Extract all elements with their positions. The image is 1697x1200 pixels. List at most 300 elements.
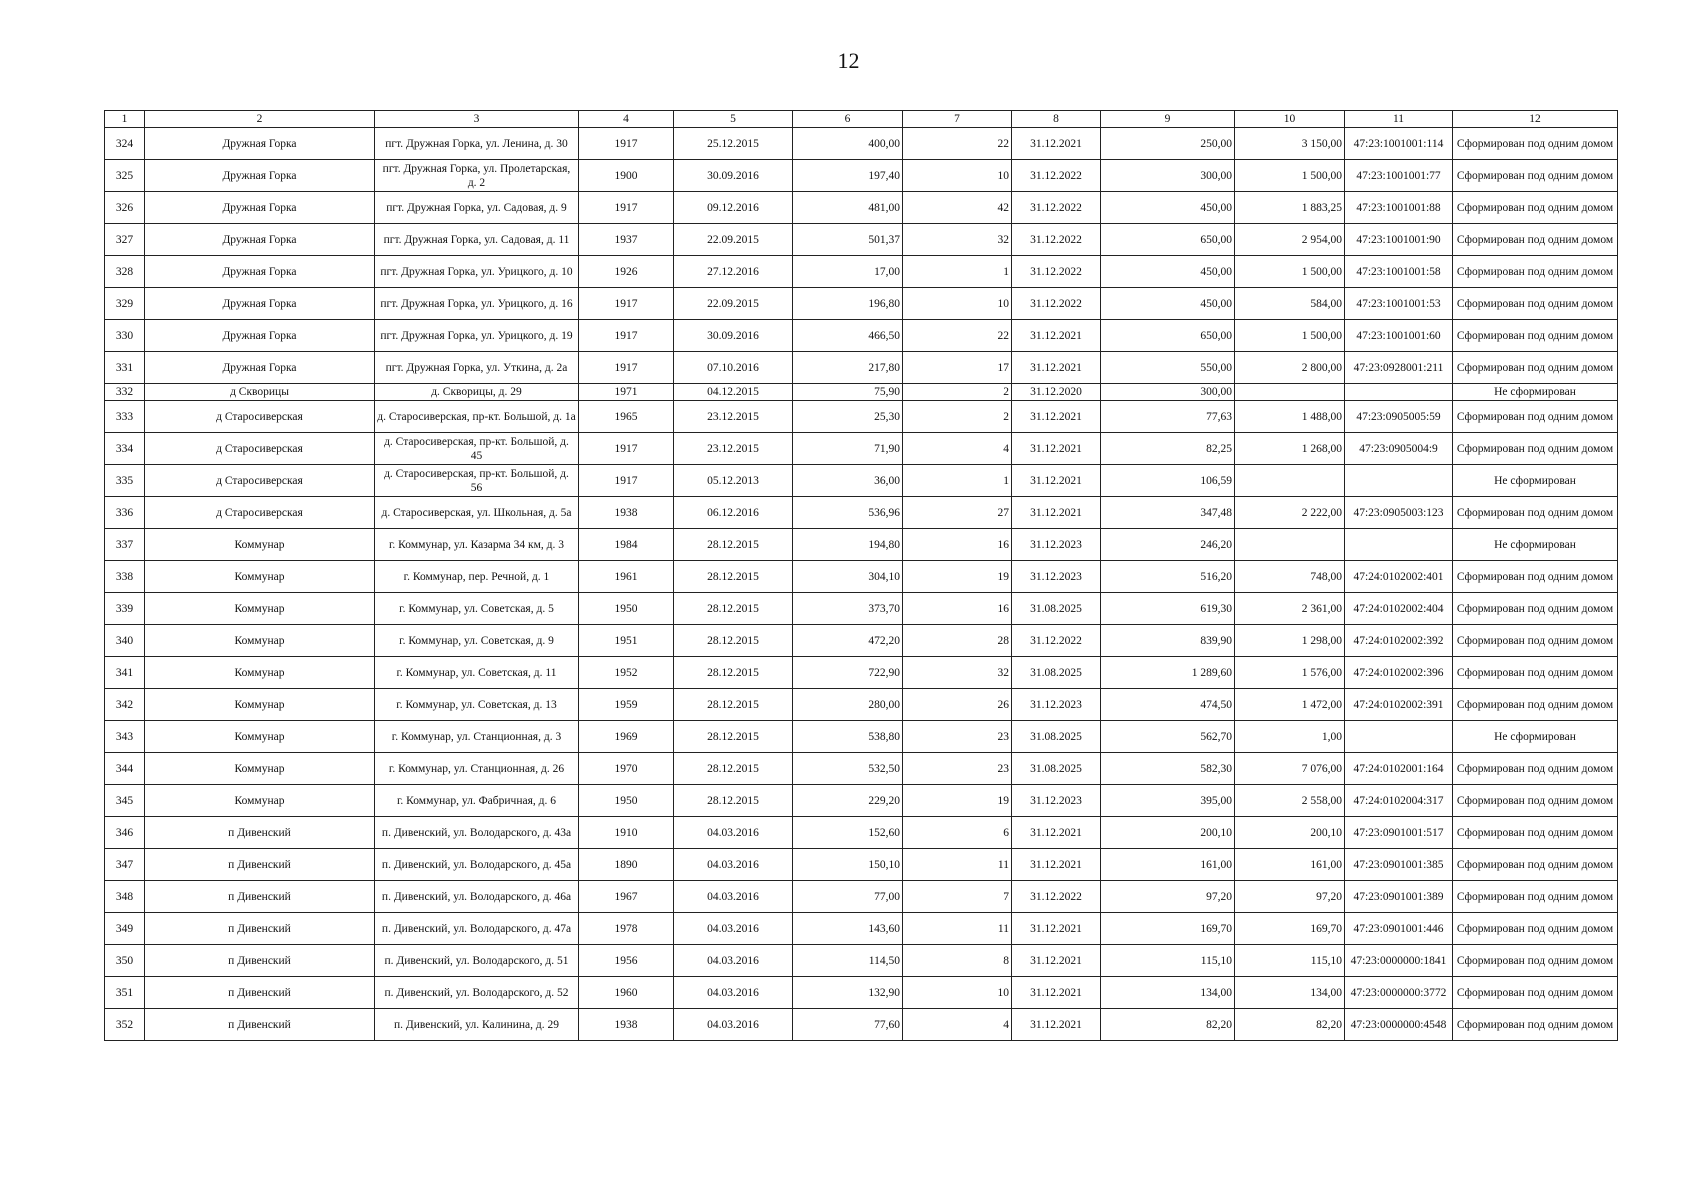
column-header-9: 9 — [1101, 111, 1235, 128]
cell-row-number: 351 — [105, 977, 145, 1009]
cell-value-10: 169,70 — [1235, 913, 1345, 945]
cell-deadline: 31.12.2020 — [1012, 384, 1101, 401]
cell-value-10 — [1235, 529, 1345, 561]
cell-address: д. Старосиверская, пр-кт. Большой, д. 1а — [375, 401, 579, 433]
cell-year-built: 1967 — [579, 881, 674, 913]
cell-deadline: 31.12.2021 — [1012, 817, 1101, 849]
cell-date: 04.03.2016 — [674, 817, 793, 849]
cell-deadline: 31.08.2025 — [1012, 657, 1101, 689]
cell-settlement: п Дивенский — [145, 945, 375, 977]
cell-value-10: 200,10 — [1235, 817, 1345, 849]
cell-value-10: 748,00 — [1235, 561, 1345, 593]
cell-value-9: 250,00 — [1101, 128, 1235, 160]
cell-year-built: 1956 — [579, 945, 674, 977]
cell-year-built: 1961 — [579, 561, 674, 593]
cell-residents: 22 — [903, 320, 1012, 352]
cell-address: пгт. Дружная Горка, ул. Ленина, д. 30 — [375, 128, 579, 160]
cell-settlement: Дружная Горка — [145, 192, 375, 224]
cell-cadastral-number: 47:23:0000000:1841 — [1345, 945, 1453, 977]
table-row — [105, 288, 1618, 320]
cell-value-9: 169,70 — [1101, 913, 1235, 945]
cell-address: д. Старосиверская, пр-кт. Большой, д. 45 — [375, 433, 579, 465]
cell-year-built: 1900 — [579, 160, 674, 192]
cell-status: Сформирован под одним домом — [1453, 561, 1618, 593]
cell-residents: 42 — [903, 192, 1012, 224]
cell-area: 217,80 — [793, 352, 903, 384]
cell-value-10: 1,00 — [1235, 721, 1345, 753]
cell-value-9: 300,00 — [1101, 160, 1235, 192]
cell-status: Не сформирован — [1453, 465, 1618, 497]
cell-value-10: 1 298,00 — [1235, 625, 1345, 657]
cell-deadline: 31.12.2022 — [1012, 160, 1101, 192]
cell-cadastral-number: 47:23:1001001:88 — [1345, 192, 1453, 224]
cell-area: 25,30 — [793, 401, 903, 433]
cell-year-built: 1959 — [579, 689, 674, 721]
cell-deadline: 31.12.2023 — [1012, 561, 1101, 593]
cell-residents: 19 — [903, 785, 1012, 817]
cell-settlement: Дружная Горка — [145, 320, 375, 352]
cell-address: г. Коммунар, ул. Советская, д. 13 — [375, 689, 579, 721]
cell-row-number: 328 — [105, 256, 145, 288]
cell-settlement: Коммунар — [145, 753, 375, 785]
cell-deadline: 31.12.2021 — [1012, 849, 1101, 881]
cell-area: 143,60 — [793, 913, 903, 945]
column-header-11: 11 — [1345, 111, 1453, 128]
cell-cadastral-number: 47:23:1001001:114 — [1345, 128, 1453, 160]
cell-value-9: 300,00 — [1101, 384, 1235, 401]
table-row — [105, 849, 1618, 881]
cell-area: 466,50 — [793, 320, 903, 352]
cell-value-9: 450,00 — [1101, 256, 1235, 288]
cell-deadline: 31.12.2021 — [1012, 977, 1101, 1009]
cell-settlement: Коммунар — [145, 625, 375, 657]
cell-residents: 23 — [903, 721, 1012, 753]
cell-deadline: 31.12.2023 — [1012, 689, 1101, 721]
cell-settlement: д Старосиверская — [145, 433, 375, 465]
cell-year-built: 1910 — [579, 817, 674, 849]
cell-date: 09.12.2016 — [674, 192, 793, 224]
cell-status: Сформирован под одним домом — [1453, 913, 1618, 945]
cell-year-built: 1917 — [579, 192, 674, 224]
cell-year-built: 1970 — [579, 753, 674, 785]
cell-settlement: д Старосиверская — [145, 497, 375, 529]
cell-deadline: 31.12.2023 — [1012, 529, 1101, 561]
cell-cadastral-number — [1345, 384, 1453, 401]
cell-address: пгт. Дружная Горка, ул. Пролетарская, д. 2 — [375, 160, 579, 192]
cell-status: Сформирован под одним домом — [1453, 689, 1618, 721]
cell-residents: 32 — [903, 657, 1012, 689]
cell-status: Сформирован под одним домом — [1453, 593, 1618, 625]
table-row — [105, 128, 1618, 160]
cell-address: п. Дивенский, ул. Калинина, д. 29 — [375, 1009, 579, 1041]
cell-settlement: Дружная Горка — [145, 352, 375, 384]
cell-row-number: 334 — [105, 433, 145, 465]
table-row — [105, 625, 1618, 657]
table-row — [105, 913, 1618, 945]
cell-year-built: 1938 — [579, 497, 674, 529]
cell-area: 400,00 — [793, 128, 903, 160]
cell-residents: 11 — [903, 913, 1012, 945]
cell-row-number: 350 — [105, 945, 145, 977]
cell-settlement: Дружная Горка — [145, 288, 375, 320]
cell-settlement: п Дивенский — [145, 881, 375, 913]
cell-address: пгт. Дружная Горка, ул. Урицкого, д. 10 — [375, 256, 579, 288]
cell-settlement: Коммунар — [145, 529, 375, 561]
column-header-4: 4 — [579, 111, 674, 128]
cell-year-built: 1917 — [579, 288, 674, 320]
cell-date: 28.12.2015 — [674, 529, 793, 561]
table-row — [105, 160, 1618, 192]
cell-value-10: 161,00 — [1235, 849, 1345, 881]
cell-value-9: 550,00 — [1101, 352, 1235, 384]
cell-area: 77,60 — [793, 1009, 903, 1041]
cell-area: 280,00 — [793, 689, 903, 721]
table-row — [105, 384, 1618, 401]
cell-value-9: 1 289,60 — [1101, 657, 1235, 689]
cell-cadastral-number: 47:23:1001001:90 — [1345, 224, 1453, 256]
cell-year-built: 1978 — [579, 913, 674, 945]
cell-row-number: 342 — [105, 689, 145, 721]
cell-area: 17,00 — [793, 256, 903, 288]
cell-settlement: п Дивенский — [145, 913, 375, 945]
cell-residents: 28 — [903, 625, 1012, 657]
cell-area: 481,00 — [793, 192, 903, 224]
cell-status: Сформирован под одним домом — [1453, 224, 1618, 256]
cell-row-number: 339 — [105, 593, 145, 625]
cell-deadline: 31.12.2021 — [1012, 401, 1101, 433]
cell-deadline: 31.12.2021 — [1012, 465, 1101, 497]
cell-year-built: 1965 — [579, 401, 674, 433]
cell-date: 07.10.2016 — [674, 352, 793, 384]
cell-date: 28.12.2015 — [674, 561, 793, 593]
cell-date: 04.03.2016 — [674, 1009, 793, 1041]
cell-row-number: 344 — [105, 753, 145, 785]
cell-residents: 11 — [903, 849, 1012, 881]
table-row — [105, 561, 1618, 593]
cell-residents: 19 — [903, 561, 1012, 593]
cell-residents: 4 — [903, 1009, 1012, 1041]
cell-value-9: 97,20 — [1101, 881, 1235, 913]
cell-row-number: 349 — [105, 913, 145, 945]
cell-row-number: 341 — [105, 657, 145, 689]
cell-residents: 1 — [903, 465, 1012, 497]
cell-cadastral-number: 47:23:0000000:4548 — [1345, 1009, 1453, 1041]
cell-deadline: 31.12.2021 — [1012, 913, 1101, 945]
cell-value-9: 82,20 — [1101, 1009, 1235, 1041]
cell-value-10: 115,10 — [1235, 945, 1345, 977]
cell-address: п. Дивенский, ул. Володарского, д. 47а — [375, 913, 579, 945]
cell-residents: 23 — [903, 753, 1012, 785]
cell-residents: 4 — [903, 433, 1012, 465]
cell-deadline: 31.12.2022 — [1012, 881, 1101, 913]
cell-date: 04.03.2016 — [674, 913, 793, 945]
cell-value-9: 582,30 — [1101, 753, 1235, 785]
column-header-7: 7 — [903, 111, 1012, 128]
cell-status: Сформирован под одним домом — [1453, 192, 1618, 224]
cell-deadline: 31.12.2021 — [1012, 433, 1101, 465]
table-row — [105, 1009, 1618, 1041]
cell-area: 194,80 — [793, 529, 903, 561]
cell-area: 501,37 — [793, 224, 903, 256]
cell-address: пгт. Дружная Горка, ул. Урицкого, д. 19 — [375, 320, 579, 352]
table-row — [105, 465, 1618, 497]
cell-cadastral-number — [1345, 529, 1453, 561]
cell-value-9: 134,00 — [1101, 977, 1235, 1009]
cell-residents: 2 — [903, 401, 1012, 433]
cell-address: пгт. Дружная Горка, ул. Урицкого, д. 16 — [375, 288, 579, 320]
cell-year-built: 1917 — [579, 352, 674, 384]
cell-area: 536,96 — [793, 497, 903, 529]
cell-value-9: 77,63 — [1101, 401, 1235, 433]
cell-status: Сформирован под одним домом — [1453, 785, 1618, 817]
table-row — [105, 881, 1618, 913]
cell-cadastral-number: 47:24:0102002:396 — [1345, 657, 1453, 689]
cell-value-10: 7 076,00 — [1235, 753, 1345, 785]
cell-deadline: 31.08.2025 — [1012, 593, 1101, 625]
cell-status: Сформирован под одним домом — [1453, 881, 1618, 913]
cell-value-10: 1 500,00 — [1235, 320, 1345, 352]
cell-row-number: 331 — [105, 352, 145, 384]
table-row — [105, 529, 1618, 561]
table-row — [105, 593, 1618, 625]
cell-value-10: 97,20 — [1235, 881, 1345, 913]
cell-area: 538,80 — [793, 721, 903, 753]
cell-row-number: 335 — [105, 465, 145, 497]
cell-address: пгт. Дружная Горка, ул. Садовая, д. 11 — [375, 224, 579, 256]
cell-year-built: 1938 — [579, 1009, 674, 1041]
cell-area: 132,90 — [793, 977, 903, 1009]
cell-settlement: Коммунар — [145, 657, 375, 689]
cell-row-number: 325 — [105, 160, 145, 192]
cell-deadline: 31.12.2022 — [1012, 192, 1101, 224]
cell-area: 77,00 — [793, 881, 903, 913]
page-number: 12 — [837, 48, 860, 73]
cell-residents: 27 — [903, 497, 1012, 529]
cell-date: 28.12.2015 — [674, 657, 793, 689]
cell-residents: 6 — [903, 817, 1012, 849]
cell-value-10: 1 488,00 — [1235, 401, 1345, 433]
table-row — [105, 320, 1618, 352]
cell-year-built: 1890 — [579, 849, 674, 881]
cell-date: 30.09.2016 — [674, 160, 793, 192]
table-row — [105, 256, 1618, 288]
table-row — [105, 721, 1618, 753]
table-row — [105, 352, 1618, 384]
cell-status: Сформирован под одним домом — [1453, 753, 1618, 785]
cell-value-10 — [1235, 384, 1345, 401]
cell-deadline: 31.12.2021 — [1012, 497, 1101, 529]
cell-settlement: п Дивенский — [145, 817, 375, 849]
cell-value-9: 450,00 — [1101, 192, 1235, 224]
cell-settlement: Дружная Горка — [145, 256, 375, 288]
cell-deadline: 31.12.2021 — [1012, 945, 1101, 977]
cell-settlement: Дружная Горка — [145, 224, 375, 256]
cell-value-9: 347,48 — [1101, 497, 1235, 529]
table-row — [105, 192, 1618, 224]
cell-value-9: 450,00 — [1101, 288, 1235, 320]
cell-residents: 22 — [903, 128, 1012, 160]
cell-address: г. Коммунар, ул. Станционная, д. 3 — [375, 721, 579, 753]
cell-cadastral-number: 47:23:0905005:59 — [1345, 401, 1453, 433]
cell-area: 36,00 — [793, 465, 903, 497]
cell-address: г. Коммунар, ул. Казарма 34 км, д. 3 — [375, 529, 579, 561]
cell-status: Сформирован под одним домом — [1453, 849, 1618, 881]
cell-row-number: 340 — [105, 625, 145, 657]
cell-row-number: 324 — [105, 128, 145, 160]
column-number-row — [105, 111, 1618, 128]
cell-date: 22.09.2015 — [674, 288, 793, 320]
table-row — [105, 945, 1618, 977]
cell-cadastral-number: 47:24:0102002:401 — [1345, 561, 1453, 593]
table-body — [105, 128, 1618, 1041]
cell-status: Сформирован под одним домом — [1453, 945, 1618, 977]
cell-cadastral-number: 47:23:0901001:517 — [1345, 817, 1453, 849]
cell-status: Сформирован под одним домом — [1453, 497, 1618, 529]
cell-address: г. Коммунар, ул. Советская, д. 11 — [375, 657, 579, 689]
cell-residents: 10 — [903, 288, 1012, 320]
cell-date: 28.12.2015 — [674, 753, 793, 785]
cell-cadastral-number — [1345, 721, 1453, 753]
cell-year-built: 1937 — [579, 224, 674, 256]
cell-address: г. Коммунар, ул. Советская, д. 5 — [375, 593, 579, 625]
cell-value-10: 82,20 — [1235, 1009, 1345, 1041]
cell-area: 197,40 — [793, 160, 903, 192]
cell-deadline: 31.12.2022 — [1012, 224, 1101, 256]
cell-cadastral-number: 47:23:0901001:385 — [1345, 849, 1453, 881]
cell-address: г. Коммунар, ул. Советская, д. 9 — [375, 625, 579, 657]
cell-value-9: 650,00 — [1101, 224, 1235, 256]
cell-year-built: 1917 — [579, 320, 674, 352]
cell-status: Сформирован под одним домом — [1453, 352, 1618, 384]
cell-area: 532,50 — [793, 753, 903, 785]
cell-area: 472,20 — [793, 625, 903, 657]
cell-cadastral-number: 47:24:0102001:164 — [1345, 753, 1453, 785]
cell-cadastral-number: 47:23:1001001:60 — [1345, 320, 1453, 352]
cell-row-number: 338 — [105, 561, 145, 593]
cell-area: 150,10 — [793, 849, 903, 881]
cell-residents: 10 — [903, 977, 1012, 1009]
cell-cadastral-number: 47:23:0905003:123 — [1345, 497, 1453, 529]
table-row — [105, 785, 1618, 817]
table-row — [105, 689, 1618, 721]
cell-status: Не сформирован — [1453, 529, 1618, 561]
cell-date: 30.09.2016 — [674, 320, 793, 352]
cell-date: 28.12.2015 — [674, 689, 793, 721]
cell-status: Сформирован под одним домом — [1453, 256, 1618, 288]
cell-residents: 7 — [903, 881, 1012, 913]
cell-deadline: 31.12.2022 — [1012, 256, 1101, 288]
cell-row-number: 336 — [105, 497, 145, 529]
cell-deadline: 31.08.2025 — [1012, 721, 1101, 753]
cell-row-number: 327 — [105, 224, 145, 256]
cell-cadastral-number: 47:23:1001001:58 — [1345, 256, 1453, 288]
cell-year-built: 1984 — [579, 529, 674, 561]
cell-address: г. Коммунар, ул. Станционная, д. 26 — [375, 753, 579, 785]
cell-date: 23.12.2015 — [674, 433, 793, 465]
cell-address: д. Старосиверская, ул. Школьная, д. 5а — [375, 497, 579, 529]
cell-settlement: п Дивенский — [145, 1009, 375, 1041]
cell-settlement: д Старосиверская — [145, 465, 375, 497]
cell-date: 27.12.2016 — [674, 256, 793, 288]
cell-settlement: Дружная Горка — [145, 128, 375, 160]
cell-value-10: 3 150,00 — [1235, 128, 1345, 160]
cell-year-built: 1917 — [579, 128, 674, 160]
cell-value-9: 200,10 — [1101, 817, 1235, 849]
cell-value-10: 1 883,25 — [1235, 192, 1345, 224]
cell-residents: 32 — [903, 224, 1012, 256]
cell-date: 04.12.2015 — [674, 384, 793, 401]
cell-area: 373,70 — [793, 593, 903, 625]
cell-date: 04.03.2016 — [674, 977, 793, 1009]
cell-address: д. Старосиверская, пр-кт. Большой, д. 56 — [375, 465, 579, 497]
table-row — [105, 753, 1618, 785]
cell-value-10: 2 361,00 — [1235, 593, 1345, 625]
cell-settlement: Коммунар — [145, 689, 375, 721]
cell-date: 05.12.2013 — [674, 465, 793, 497]
cell-address: г. Коммунар, ул. Фабричная, д. 6 — [375, 785, 579, 817]
cell-date: 04.03.2016 — [674, 881, 793, 913]
cell-value-10: 584,00 — [1235, 288, 1345, 320]
cell-area: 229,20 — [793, 785, 903, 817]
column-header-5: 5 — [674, 111, 793, 128]
cell-deadline: 31.12.2021 — [1012, 1009, 1101, 1041]
cell-deadline: 31.12.2022 — [1012, 625, 1101, 657]
column-header-2: 2 — [145, 111, 375, 128]
column-header-3: 3 — [375, 111, 579, 128]
cell-settlement: Дружная Горка — [145, 160, 375, 192]
cell-residents: 16 — [903, 593, 1012, 625]
cell-deadline: 31.12.2022 — [1012, 288, 1101, 320]
cell-status: Сформирован под одним домом — [1453, 657, 1618, 689]
cell-area: 152,60 — [793, 817, 903, 849]
cell-cadastral-number — [1345, 465, 1453, 497]
cell-status: Сформирован под одним домом — [1453, 625, 1618, 657]
cell-address: п. Дивенский, ул. Володарского, д. 51 — [375, 945, 579, 977]
cell-cadastral-number: 47:23:1001001:77 — [1345, 160, 1453, 192]
cell-address: п. Дивенский, ул. Володарского, д. 45а — [375, 849, 579, 881]
cell-value-9: 115,10 — [1101, 945, 1235, 977]
table-row — [105, 224, 1618, 256]
table-row — [105, 401, 1618, 433]
cell-row-number: 346 — [105, 817, 145, 849]
cell-year-built: 1950 — [579, 785, 674, 817]
cell-cadastral-number: 47:24:0102002:404 — [1345, 593, 1453, 625]
cell-value-9: 839,90 — [1101, 625, 1235, 657]
cell-value-9: 246,20 — [1101, 529, 1235, 561]
cell-value-10: 2 222,00 — [1235, 497, 1345, 529]
table-row — [105, 497, 1618, 529]
cell-cadastral-number: 47:23:0901001:446 — [1345, 913, 1453, 945]
table-row — [105, 433, 1618, 465]
cell-value-10 — [1235, 465, 1345, 497]
cell-cadastral-number: 47:24:0102004:317 — [1345, 785, 1453, 817]
cell-date: 23.12.2015 — [674, 401, 793, 433]
cell-value-9: 161,00 — [1101, 849, 1235, 881]
cell-value-9: 82,25 — [1101, 433, 1235, 465]
cell-residents: 2 — [903, 384, 1012, 401]
column-header-6: 6 — [793, 111, 903, 128]
cell-deadline: 31.12.2021 — [1012, 320, 1101, 352]
cell-status: Не сформирован — [1453, 721, 1618, 753]
cell-date: 28.12.2015 — [674, 785, 793, 817]
cell-row-number: 329 — [105, 288, 145, 320]
cell-deadline: 31.12.2021 — [1012, 352, 1101, 384]
cell-value-9: 106,59 — [1101, 465, 1235, 497]
cell-row-number: 330 — [105, 320, 145, 352]
cell-settlement: д Скворицы — [145, 384, 375, 401]
cell-value-10: 1 576,00 — [1235, 657, 1345, 689]
cell-row-number: 348 — [105, 881, 145, 913]
